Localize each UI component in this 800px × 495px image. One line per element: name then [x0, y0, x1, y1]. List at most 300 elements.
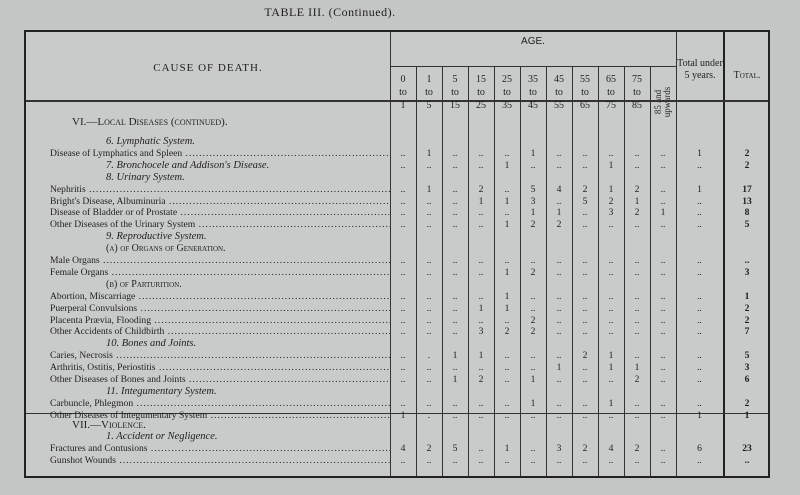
total-cell: ..: [744, 255, 750, 266]
age-cell: ..: [634, 397, 640, 409]
age-cell: ..: [660, 397, 666, 409]
age-cell: ..: [582, 454, 588, 466]
age-cell: ..: [582, 147, 588, 159]
age-cell: ..: [660, 183, 666, 195]
table-row: [26, 362, 768, 374]
age-col-line: to: [529, 87, 537, 98]
age-cell: 1: [478, 195, 484, 207]
age-col-header: [572, 73, 598, 112]
age-cell: 2: [634, 442, 640, 454]
age-cell: 2: [608, 195, 614, 207]
age-cell: ..: [452, 159, 458, 171]
row-label: Arthritis, Ostitis, Periostitis .....: [50, 362, 390, 374]
age-cell: 2: [530, 266, 536, 278]
age-col-line: to: [581, 87, 589, 98]
age-cell: ..: [608, 255, 614, 266]
table-row: [26, 219, 768, 231]
age-cell: ..: [660, 290, 666, 302]
under-5-cell: ..: [697, 255, 702, 266]
under-5-cell: ..: [697, 397, 702, 409]
age-cell: ..: [634, 147, 640, 159]
age-col-line: 1: [426, 74, 432, 85]
table-row: [26, 443, 768, 455]
divider: [494, 66, 495, 476]
age-col-line: to: [425, 87, 433, 98]
age-cell: ..: [504, 409, 510, 421]
table-heading-row: [26, 338, 768, 350]
age-cell: 3: [556, 442, 562, 454]
age-cell: ..: [634, 302, 640, 314]
age-cell: ..: [660, 442, 666, 454]
age-cell: ..: [634, 350, 640, 362]
total-cell: 2: [744, 302, 750, 314]
age-col-line: 75: [632, 74, 642, 85]
row-label: Placenta Prævia, Flooding .....: [50, 315, 390, 327]
age-cell: ..: [400, 326, 406, 338]
under-5-cell: 1: [697, 183, 702, 195]
row-label: Nephritis .....: [50, 184, 390, 196]
total-cell: 2: [744, 314, 750, 326]
age-cell: ..: [426, 195, 432, 207]
age-cell: ..: [426, 302, 432, 314]
age-cell: 1: [452, 374, 458, 385]
table-row: [26, 267, 768, 279]
age-cell: ..: [556, 147, 562, 159]
age-cell: ..: [452, 302, 458, 314]
age-cell: 2: [504, 326, 510, 338]
total-cell: 5: [744, 350, 750, 362]
age-cell: ..: [478, 362, 484, 374]
age-cell: ..: [504, 207, 510, 219]
age-cell: ..: [660, 409, 666, 421]
total-cell: 8: [744, 207, 750, 219]
age-cell: ..: [530, 290, 536, 302]
age-col-header: [390, 73, 416, 112]
age-cell: ..: [582, 159, 588, 171]
total-cell: 2: [744, 397, 750, 409]
age-col-line: to: [503, 87, 511, 98]
age-cell: 1: [504, 219, 510, 231]
age-cell: ..: [530, 362, 536, 374]
under-5-cell: ..: [697, 159, 702, 171]
age-cell: 2: [634, 183, 640, 195]
age-cell: 1: [608, 183, 614, 195]
age-col-line: 45: [554, 74, 564, 85]
row-label: (b) of Parturition.: [106, 278, 182, 290]
age-col-line: to: [399, 87, 407, 98]
age-cell: ..: [426, 314, 432, 326]
divider: [624, 66, 625, 476]
age-cell: 2: [582, 183, 588, 195]
age-cell: ..: [608, 266, 614, 278]
age-cell: ..: [530, 159, 536, 171]
age-cell: ..: [426, 255, 432, 266]
under-5-cell: ..: [697, 362, 702, 374]
age-col-line: 25: [476, 100, 486, 111]
under-5-cell: ..: [697, 314, 702, 326]
age-cell: ..: [400, 207, 406, 219]
divider: [650, 66, 651, 476]
row-label: 9. Reproductive System.: [106, 231, 207, 243]
age-cell: ..: [478, 314, 484, 326]
age-cell: 2: [556, 219, 562, 231]
age-cell: 1: [634, 195, 640, 207]
age-cell: ..: [400, 350, 406, 362]
table-heading-row: [26, 431, 768, 443]
age-cell: ..: [426, 326, 432, 338]
age-cell: ..: [634, 454, 640, 466]
table-heading-row: [26, 279, 768, 291]
age-cell: 1: [530, 207, 536, 219]
age-cell: 2: [530, 314, 536, 326]
age-cell: ..: [452, 219, 458, 231]
row-label: Male Organs .....: [50, 255, 390, 267]
age-cell: 1: [504, 195, 510, 207]
age-col-header: [442, 73, 468, 112]
age-cell: ..: [400, 362, 406, 374]
age-cell: ..: [426, 290, 432, 302]
age-cell: ..: [452, 397, 458, 409]
age-col-line: 75: [606, 100, 616, 111]
age-cell: ..: [556, 374, 562, 385]
age-cell: ..: [556, 266, 562, 278]
age-cell: 4: [400, 442, 406, 454]
age-cell: ..: [400, 159, 406, 171]
age-col-header: [624, 73, 650, 112]
age-cell: ..: [660, 266, 666, 278]
divider: [468, 66, 469, 476]
age-cell: ..: [530, 350, 536, 362]
row-label: 8. Urinary System.: [106, 171, 185, 183]
age-cell: ..: [556, 409, 562, 421]
age-col-header: [494, 73, 520, 112]
under-5-cell: ..: [697, 326, 702, 338]
age-cell: 1: [530, 147, 536, 159]
total-cell: 17: [742, 183, 752, 195]
age-cell: ..: [400, 147, 406, 159]
age-cell: ..: [400, 314, 406, 326]
age-cell: 3: [608, 207, 614, 219]
row-label: Disease of Lymphatics and Spleen .....: [50, 148, 390, 160]
row-label: Disease of Bladder or of Prostate .....: [50, 207, 390, 219]
table-heading-row: [26, 243, 768, 255]
table-row: [26, 196, 768, 208]
age-cell: ..: [634, 255, 640, 266]
age-cell: ..: [556, 195, 562, 207]
divider: [546, 66, 547, 476]
age-cell: ..: [400, 454, 406, 466]
age-cell: ..: [452, 290, 458, 302]
age-cell: ..: [634, 314, 640, 326]
age-cell: 4: [556, 183, 562, 195]
age-col-line: to: [555, 87, 563, 98]
cause-of-death-header: CAUSE OF DEATH.: [153, 62, 263, 74]
total-cell: 13: [742, 195, 752, 207]
age-cell: ..: [478, 255, 484, 266]
age-col-line: 15: [476, 74, 486, 85]
age-cell: 2: [530, 219, 536, 231]
age-cell: ..: [478, 442, 484, 454]
age-cell: ..: [400, 290, 406, 302]
age-cell: 1: [660, 207, 666, 219]
age-cell: 2: [582, 442, 588, 454]
age-cell: ..: [608, 290, 614, 302]
age-cell: ..: [530, 442, 536, 454]
age-cell: ..: [556, 326, 562, 338]
row-label: 6. Lymphatic System.: [106, 136, 195, 147]
age-cell: 2: [478, 183, 484, 195]
total-cell: 23: [742, 442, 752, 454]
age-cell: ..: [582, 302, 588, 314]
age-col-line: 5: [452, 74, 458, 85]
age-cell: ..: [608, 326, 614, 338]
total-header: Total.: [733, 70, 761, 81]
age-cell: ..: [556, 397, 562, 409]
under-5-cell: 1: [697, 147, 702, 159]
row-label: 11. Integumentary System.: [106, 385, 217, 397]
age-col-label: 85 and upwards: [653, 86, 672, 117]
age-cell: ..: [426, 397, 432, 409]
table-row: [26, 291, 768, 303]
age-cell: ..: [504, 374, 510, 385]
divider: [416, 66, 417, 476]
age-cell: 3: [530, 195, 536, 207]
age-cell: 5: [452, 442, 458, 454]
age-col-header: [520, 73, 546, 112]
age-cell: ..: [634, 326, 640, 338]
table-row: [26, 303, 768, 315]
age-cell: ..: [660, 314, 666, 326]
table-row: [26, 398, 768, 410]
row-label: Other Diseases of the Urinary System .....: [50, 219, 390, 231]
mortality-table: [24, 30, 770, 478]
age-cell: ..: [452, 362, 458, 374]
age-cell: ..: [556, 159, 562, 171]
row-label: Other Diseases of Bones and Joints .....: [50, 374, 390, 386]
age-cell: ..: [660, 454, 666, 466]
age-cell: ..: [478, 207, 484, 219]
age-cell: ..: [556, 350, 562, 362]
under-5-cell: ..: [697, 219, 702, 231]
row-label: Other Accidents of Childbirth .....: [50, 326, 390, 338]
total-cell: 3: [744, 362, 750, 374]
age-col-line: to: [633, 87, 641, 98]
age-col-line: 35: [528, 74, 538, 85]
age-cell: 1: [504, 266, 510, 278]
age-cell: ..: [504, 314, 510, 326]
under-5-cell: ..: [697, 195, 702, 207]
table-heading-row: [26, 386, 768, 398]
age-cell: 2: [530, 326, 536, 338]
under-5-cell: ..: [697, 302, 702, 314]
age-cell: 1: [426, 183, 432, 195]
table-heading-row: [26, 172, 768, 184]
age-cell: 1: [426, 147, 432, 159]
table-row: [26, 184, 768, 196]
row-label: VI.—Local Diseases (continued).: [72, 116, 228, 128]
age-cell: ..: [608, 302, 614, 314]
age-cell: ..: [556, 454, 562, 466]
age-cell: 3: [478, 326, 484, 338]
table-title: TABLE III. (Continued).: [264, 5, 396, 19]
table-heading-row: [26, 136, 768, 148]
age-cell: ..: [426, 266, 432, 278]
age-col-line: to: [477, 87, 485, 98]
age-cell: ..: [634, 266, 640, 278]
age-cell: ..: [556, 255, 562, 266]
row-label: Gunshot Wounds .....: [50, 455, 390, 467]
age-cell: 1: [504, 442, 510, 454]
age-cell: ..: [582, 362, 588, 374]
under-5-cell: 1: [697, 409, 702, 421]
total-cell: 6: [744, 374, 750, 385]
age-cell: ..: [504, 362, 510, 374]
age-header: AGE.: [521, 36, 545, 47]
age-col-header: [546, 73, 572, 112]
age-cell: 1: [478, 350, 484, 362]
row-label: 1. Accident or Negligence.: [106, 430, 218, 442]
under-5-cell: ..: [697, 374, 702, 385]
row-label: Female Organs .....: [50, 267, 390, 279]
age-col-header: [468, 73, 494, 112]
age-cell: 1: [530, 397, 536, 409]
divider: [442, 66, 443, 476]
age-col-line: 45: [528, 100, 538, 111]
age-cell: ..: [478, 454, 484, 466]
age-cell: ..: [660, 219, 666, 231]
age-cell: ..: [660, 255, 666, 266]
total-cell: 2: [744, 159, 750, 171]
age-cell: ..: [452, 314, 458, 326]
age-cell: ..: [426, 207, 432, 219]
under-5-header: Total under 5 years.: [677, 58, 723, 81]
age-cell: ..: [452, 183, 458, 195]
age-cell: 1: [556, 207, 562, 219]
age-cell: ..: [400, 266, 406, 278]
age-col-line: to: [451, 87, 459, 98]
age-cell: 1: [478, 302, 484, 314]
row-label: VII.—Violence.: [72, 419, 146, 431]
age-cell: 1: [504, 290, 510, 302]
age-col-header: [598, 73, 624, 112]
age-cell: ..: [660, 147, 666, 159]
age-cell: ..: [452, 326, 458, 338]
age-cell: ..: [504, 183, 510, 195]
age-col-line: 15: [450, 100, 460, 111]
age-cell: ..: [478, 219, 484, 231]
age-cell: ..: [582, 409, 588, 421]
table-heading-row: [26, 116, 768, 128]
age-cell: ..: [504, 350, 510, 362]
row-label: Other Diseases of Integumentary System .....: [50, 410, 390, 422]
table-row: [26, 350, 768, 362]
age-cell: 1: [504, 302, 510, 314]
row-label: Puerperal Convulsions .....: [50, 303, 390, 315]
age-cell: ..: [426, 374, 432, 385]
age-cell: ..: [400, 397, 406, 409]
age-cell: ..: [582, 219, 588, 231]
age-cell: ..: [660, 350, 666, 362]
age-cell: ..: [478, 147, 484, 159]
age-cell: .: [427, 409, 431, 421]
age-cell: 2: [582, 350, 588, 362]
age-col-line: 1: [400, 100, 406, 111]
age-cell: ..: [634, 159, 640, 171]
age-col-line: 35: [502, 100, 512, 111]
age-cell: 1: [608, 159, 614, 171]
age-cell: ..: [608, 454, 614, 466]
table-row: [26, 326, 768, 338]
age-cell: ..: [608, 147, 614, 159]
table-row: [26, 374, 768, 386]
age-cell: ..: [426, 362, 432, 374]
age-cell: 1: [556, 362, 562, 374]
age-cell: 1: [608, 350, 614, 362]
age-cell: ..: [608, 374, 614, 385]
age-cell: ..: [556, 290, 562, 302]
age-cell: ..: [660, 159, 666, 171]
age-cell: ..: [660, 302, 666, 314]
age-cell: ..: [478, 409, 484, 421]
age-cell: ..: [452, 207, 458, 219]
age-col-line: to: [607, 87, 615, 98]
age-cell: ..: [452, 454, 458, 466]
age-cell: 4: [608, 442, 614, 454]
age-col-line: 55: [580, 74, 590, 85]
age-cell: ..: [530, 454, 536, 466]
age-cell: ..: [504, 454, 510, 466]
age-cell: 1: [400, 409, 406, 421]
age-cell: ..: [556, 302, 562, 314]
age-cell: ..: [504, 397, 510, 409]
age-col-line: 65: [606, 74, 616, 85]
age-col-line: 0: [400, 74, 406, 85]
divider: [390, 66, 676, 67]
under-5-cell: ..: [697, 454, 702, 466]
age-cell: 1: [504, 159, 510, 171]
table-row: [26, 455, 768, 467]
age-cell: ..: [452, 195, 458, 207]
under-5-cell: ..: [697, 290, 702, 302]
age-cell: ..: [452, 409, 458, 421]
row-label: Fractures and Contusions .....: [50, 443, 390, 455]
age-cell: ..: [400, 374, 406, 385]
age-cell: ..: [634, 409, 640, 421]
age-cell: 1: [530, 374, 536, 385]
age-cell: ..: [660, 374, 666, 385]
divider: [572, 66, 573, 476]
age-cell: ..: [634, 290, 640, 302]
age-cell: ..: [608, 219, 614, 231]
age-col-header: [416, 73, 442, 112]
age-cell: ..: [582, 255, 588, 266]
age-cell: 1: [608, 397, 614, 409]
age-cell: ..: [478, 159, 484, 171]
age-cell: ..: [660, 362, 666, 374]
age-cell: ..: [582, 290, 588, 302]
table-row: [26, 148, 768, 160]
age-cell: ..: [634, 219, 640, 231]
age-cell: ..: [608, 409, 614, 421]
age-cell: ..: [504, 255, 510, 266]
age-cell: 1: [634, 362, 640, 374]
age-cell: ..: [452, 255, 458, 266]
age-cell: ..: [582, 326, 588, 338]
row-label: 7. Bronchocele and Addison's Disease.: [106, 159, 270, 171]
age-col-line: 65: [580, 100, 590, 111]
under-5-cell: ..: [697, 266, 702, 278]
age-cell: ..: [556, 314, 562, 326]
